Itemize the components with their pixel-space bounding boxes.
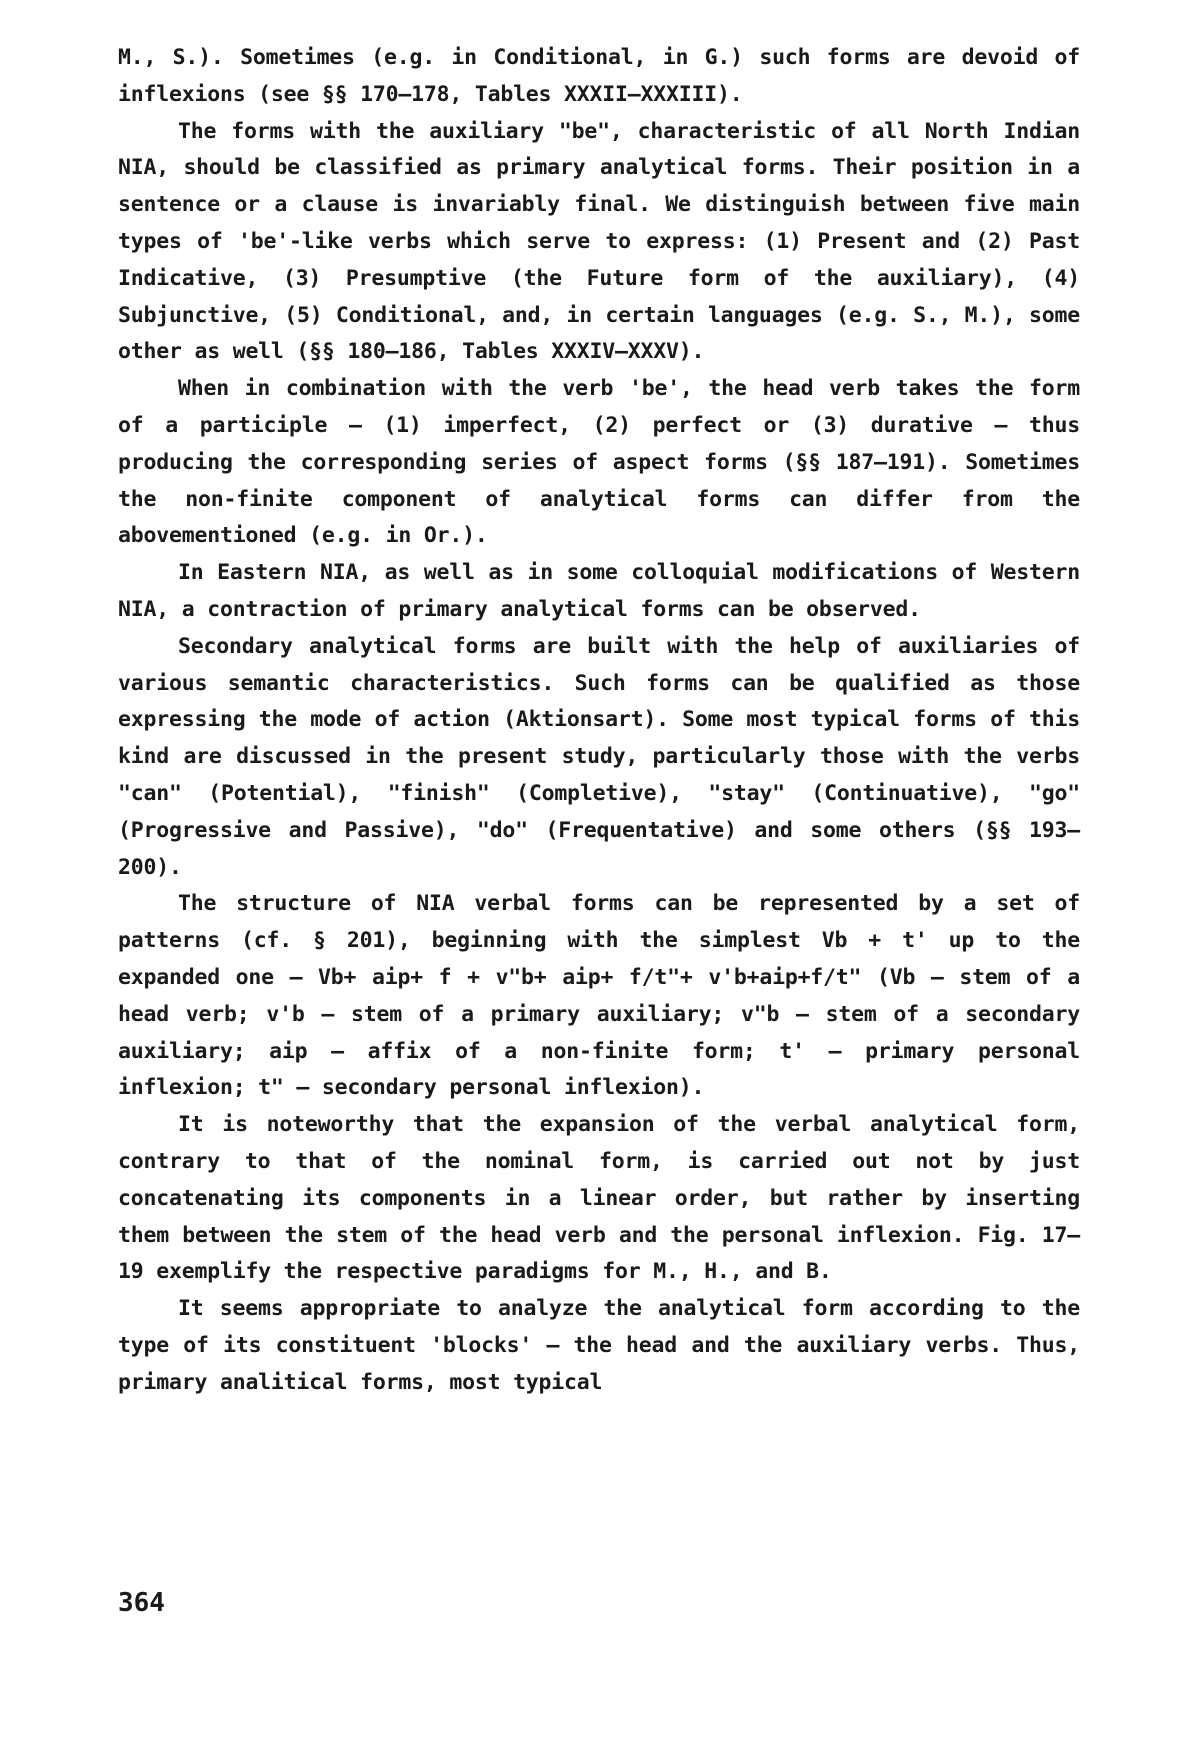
- paragraph-2: The forms with the auxiliary "be", characteristic of all North Indian NIA, should be classified as primary analytical forms. Their position in a sentence or a clause is invariably final. We distinguish between five main types of 'be'-like verbs which serve to express: (1) Present and (2) Past Indicative, (3) Presumptive (the Future form of the auxiliary), (4) Subjunctive, (5) Conditional, and, in certain languages (e.g. S., M.), some other as well (§§ 180–186, Tables XXXIV–XXXV).: [118, 118, 1080, 365]
- paragraph-1: M., S.). Sometimes (e.g. in Conditional, in G.) such forms are devoid of inflexions (see §§ 170–178, Tables XXXII–XXXIII).: [118, 45, 1080, 107]
- page-number: 364: [118, 1588, 165, 1618]
- paragraph-5: Secondary analytical forms are built with the help of auxiliaries of various semantic characteristics. Such forms can be qualified as those expressing the mode of action (Aktionsart). Some most typical forms of this kind are discussed in the present study, particularly those with the verbs "can" (Potential), "finish" (Completive), "stay" (Continuative), "go" (Progressive and Passive), "do" (Frequentative) and some others (§§ 193–200).: [118, 633, 1080, 880]
- paragraph-8: It seems appropriate to analyze the analytical form according to the type of its constituent 'blocks' – the head and the auxiliary verbs. Thus, primary analitical forms, most typical: [118, 1296, 1080, 1395]
- paragraph-7: It is noteworthy that the expansion of the verbal analytical form, contrary to that of the nominal form, is carried out not by just concatenating its components in a linear order, but rather by inserting them between the stem of the head verb and the personal inflexion. Fig. 17–19 exemplify the respective paradigms for M., H., and B.: [118, 1112, 1080, 1285]
- paragraph-4: In Eastern NIA, as well as in some colloquial modifications of Western NIA, a contraction of primary analytical forms can be observed.: [118, 560, 1080, 622]
- paragraph-3: When in combination with the verb 'be', the head verb takes the form of a participle – (1) imperfect, (2) perfect or (3) durative – thus producing the corresponding series of aspect forms (§§ 187–191). Sometimes the non-finite component of analytical forms can differ from the abovementioned (e.g. in Or.).: [118, 376, 1080, 549]
- page-body: [118, 40, 1080, 1401]
- paragraph-6: The structure of NIA verbal forms can be represented by a set of patterns (cf. § 201), beginning with the simplest Vb + t' up to the expanded one – Vb+ aip+ f + v"b+ aip+ f/t"+ v'b+aip+f/t" (Vb – stem of a head verb; v'b – stem of a primary auxiliary; v"b – stem of a secondary auxiliary; aip – affix of a non-finite form; t' – primary personal inflexion; t" – secondary personal inflexion).: [118, 891, 1080, 1101]
